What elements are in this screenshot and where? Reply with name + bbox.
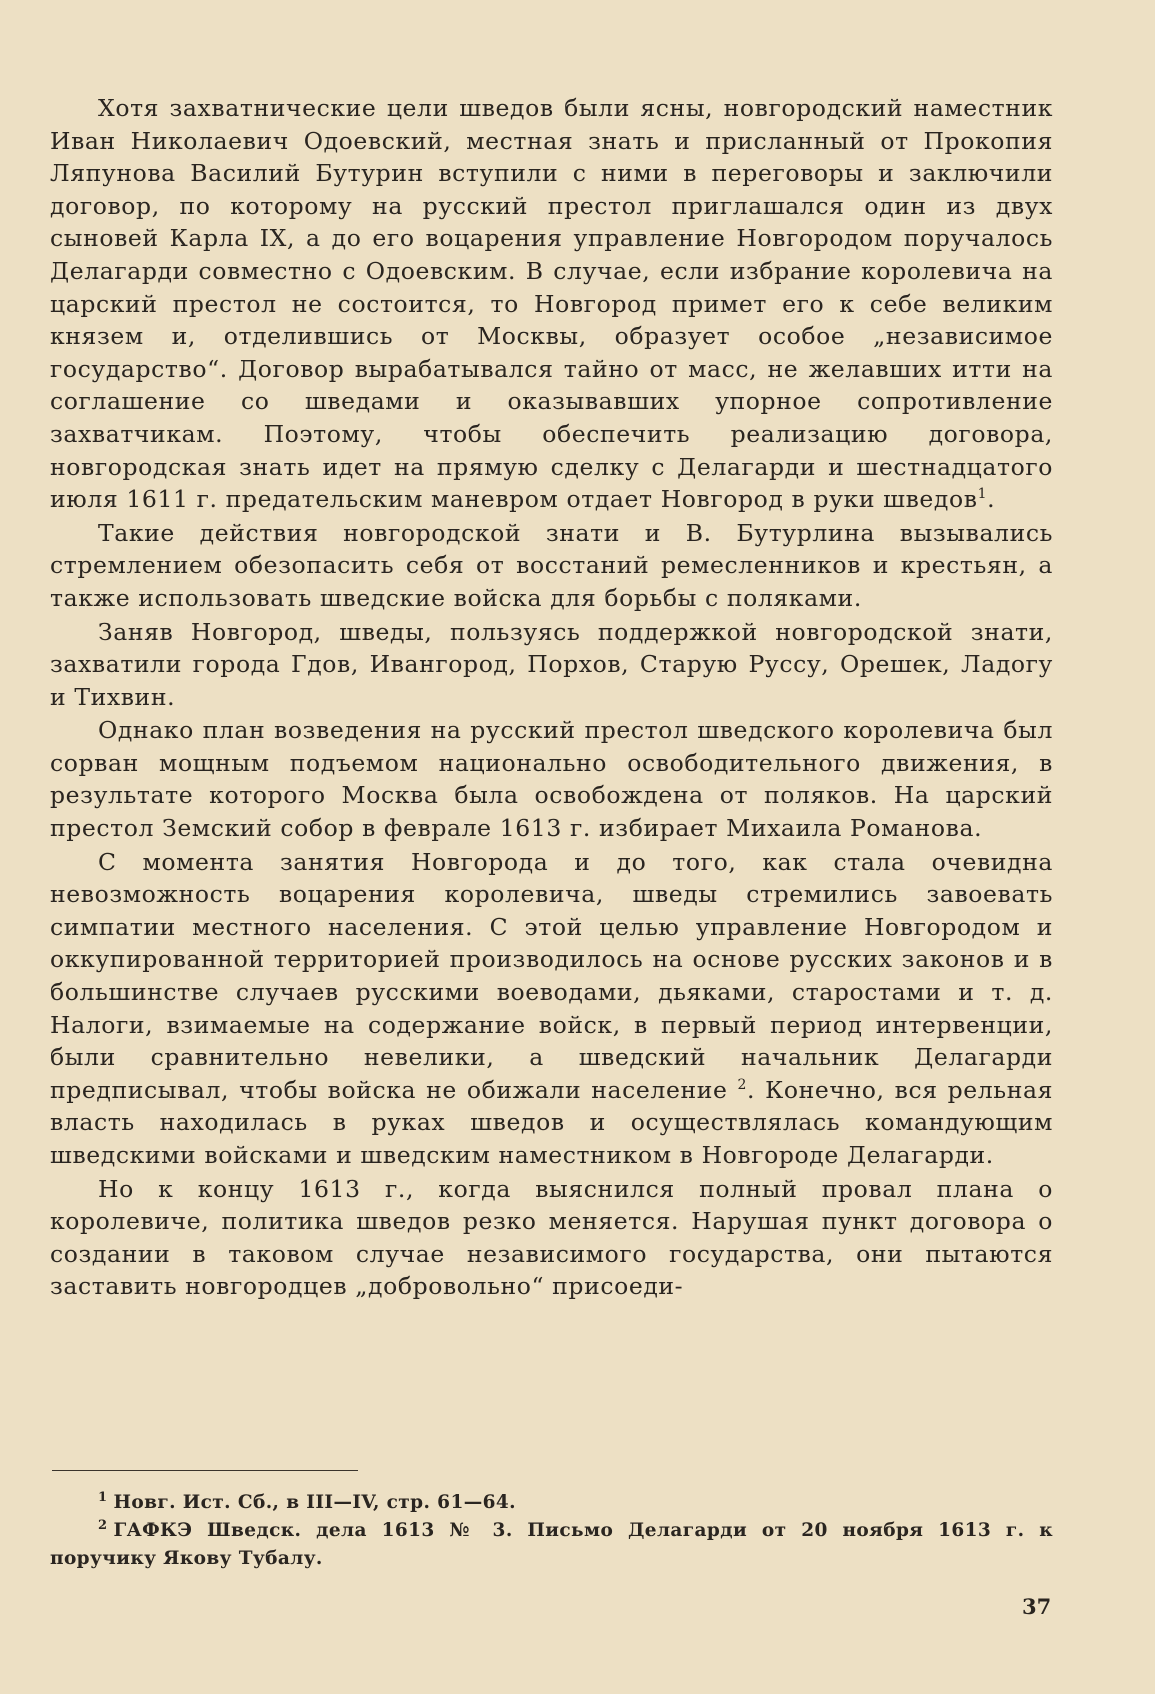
footnote-mark: 2 bbox=[98, 1517, 108, 1533]
paragraph: Однако план возведения на русский престол шведского королевича был сорван мощным подъемом национально освободительного движения, в результате которого Москва была освобождена от поляков. На царский престол Земский собор в феврале 1613 г. избирает Михаила Романова. bbox=[50, 716, 1053, 843]
paragraph: С момента занятия Новгорода и до того, как стала очевидна невозможность воцарения королевича, шведы стремились завоевать симпатии местного населения. С этой целью управление Новгородом и оккупированной территорией производилось на основе русских законов и в большинстве случаев русскими воеводами, дьяками, старостами и т. д. Налоги, взимаемые на содержание войск, в первый период интервенции, были сравнительно невелики, а шведский начальник Делагарди предписывал, чтобы войска не обижали население $^2$. Конечно, вся рельная власть находилась в руках шведов и осуществлялась командующим шведскими войсками и шведским наместником в Новгороде Делагарди. bbox=[50, 847, 1053, 1169]
footnote-mark: 1 bbox=[98, 1489, 108, 1505]
main-text bbox=[50, 92, 1053, 1304]
footnote-text: ГАФКЭ Шведск. дела 1613 № 3. Письмо Делагарди от 20 ноября 1613 г. к поручику Якову Тубалу. bbox=[50, 1520, 1053, 1569]
paragraph: Хотя захватнические цели шведов были ясны, новгородский наместник Иван Николаевич Одоевский, местная знать и присланный от Прокопия Ляпунова Василий Бутурин вступили с ними в переговоры и заключили договор, по которому на русский престол приглашался один из двух сыновей Карла IX, а до его воцарения управление Новгородом поручалось Делагарди совместно с Одоевским. В случае, если избрание королевича на царский престол не состоится, то Новгород примет его к себе великим князем и, отделившись от Москвы, образует особое „независимое государство“. Договор вырабатывался тайно от масс, не желавших итти на соглашение со шведами и оказывавших упорное сопротивление захватчикам. Поэтому, чтобы обеспечить реализацию договора, новгородская знать идет на прямую сделку с Делагарди и шестнадцатого июля 1611 г. предательским маневром отдает Новгород в руки шведов$^1$. bbox=[50, 94, 1053, 514]
paragraph: Заняв Новгород, шведы, пользуясь поддержкой новгородской знати, захватили города Гдов, Ивангород, Порхов, Старую Руссу, Орешек, Ладогу и Тихвин. bbox=[50, 617, 1053, 711]
footnote-divider bbox=[52, 1470, 358, 1471]
footnote-text: Новг. Ист. Сб., в III—IV, стр. 61—64. bbox=[113, 1492, 517, 1513]
footnote-ref: 1 bbox=[977, 486, 988, 503]
footnote-ref: 2 bbox=[737, 1076, 748, 1093]
page-number: 37 bbox=[1022, 1594, 1052, 1619]
footnote bbox=[50, 1489, 1053, 1517]
paragraph: Такие действия новгородской знати и В. Бутурлина вызывались стремлением обезопасить себя от восстаний ремесленников и крестьян, а также использовать шведские войска для борьбы с поляками. bbox=[50, 518, 1053, 612]
footnote bbox=[50, 1517, 1053, 1573]
paragraph: Но к концу 1613 г., когда выяснился полный провал плана о королевиче, политика шведов резко меняется. Нарушая пункт договора о создании в таковом случае независимого государства, они пытаются заставить новгородцев „добровольно“ присоеди- bbox=[50, 1174, 1053, 1301]
footnotes bbox=[50, 1489, 1053, 1573]
